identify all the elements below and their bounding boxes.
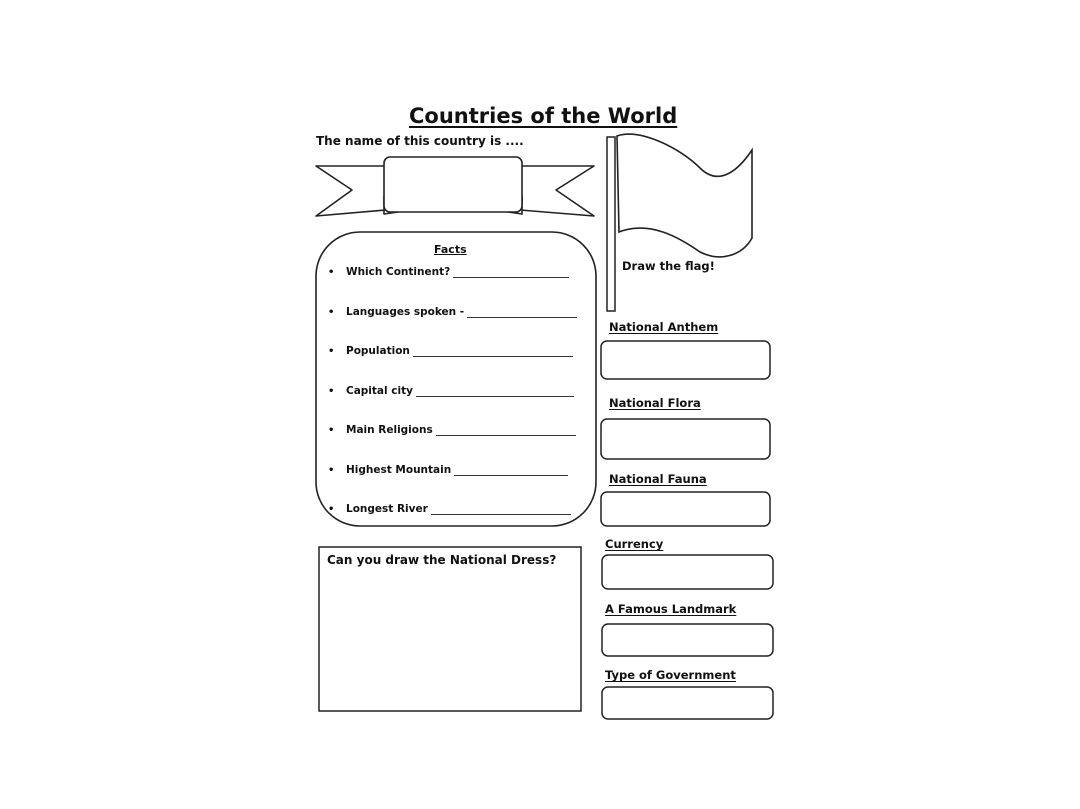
answer-box-national-anthem [601,341,770,379]
fact-answer-line[interactable] [453,266,569,278]
banner-center [384,157,522,212]
answer-box-famous-landmark [602,624,773,656]
answer-box-national-fauna [601,492,770,526]
fact-label: Which Continent? [346,266,451,278]
fact-row-longest-river [328,499,571,515]
fact-answer-line[interactable] [436,424,576,436]
bullet: • [328,504,335,515]
answer-box-currency [602,555,773,589]
fact-row-highest-mountain [328,460,568,476]
fact-label: Longest River [346,503,428,515]
bullet: • [328,307,335,318]
fact-answer-line[interactable] [413,345,573,357]
banner-right-tail [520,166,594,216]
draw-flag-label: Draw the flag! [622,259,715,273]
fact-label: Population [346,345,410,357]
fact-label: Languages spoken - [346,306,465,318]
fact-label: Capital city [346,385,413,397]
fact-answer-line[interactable] [467,306,577,318]
fact-answer-line[interactable] [431,503,571,515]
answer-box-type-of-government [602,687,773,719]
fact-row-which-continent [328,262,569,278]
famous-landmark-label: A Famous Landmark [605,602,737,616]
fact-answer-line[interactable] [454,464,568,476]
bullet: • [328,425,335,436]
facts-heading: Facts [434,243,467,256]
bullet: • [328,346,335,357]
national-fauna-label: National Fauna [609,472,707,486]
page-title: Countries of the World [409,104,678,128]
answer-box-national-flora [601,419,770,459]
fact-answer-line[interactable] [416,385,574,397]
name-banner [316,157,594,216]
type-of-government-label: Type of Government [605,668,736,682]
country-name-prompt: The name of this country is .... [316,134,524,148]
fact-row-population [328,341,573,357]
national-anthem-label: National Anthem [609,320,719,334]
fact-row-main-religions [328,420,576,436]
fact-row-capital-city [328,381,574,397]
currency-label: Currency [605,537,664,551]
flag-cloth [617,134,752,257]
fact-label: Main Religions [346,424,433,436]
fact-row-languages-spoken [328,302,577,318]
bullet: • [328,267,335,278]
fact-label: Highest Mountain [346,464,452,476]
bullet: • [328,386,335,397]
flag-pole [607,137,615,311]
banner-left-tail [316,166,386,216]
national-dress-box [319,547,581,711]
national-dress-label: Can you draw the National Dress? [327,553,557,567]
bullet: • [328,465,335,476]
national-flora-label: National Flora [609,396,701,410]
